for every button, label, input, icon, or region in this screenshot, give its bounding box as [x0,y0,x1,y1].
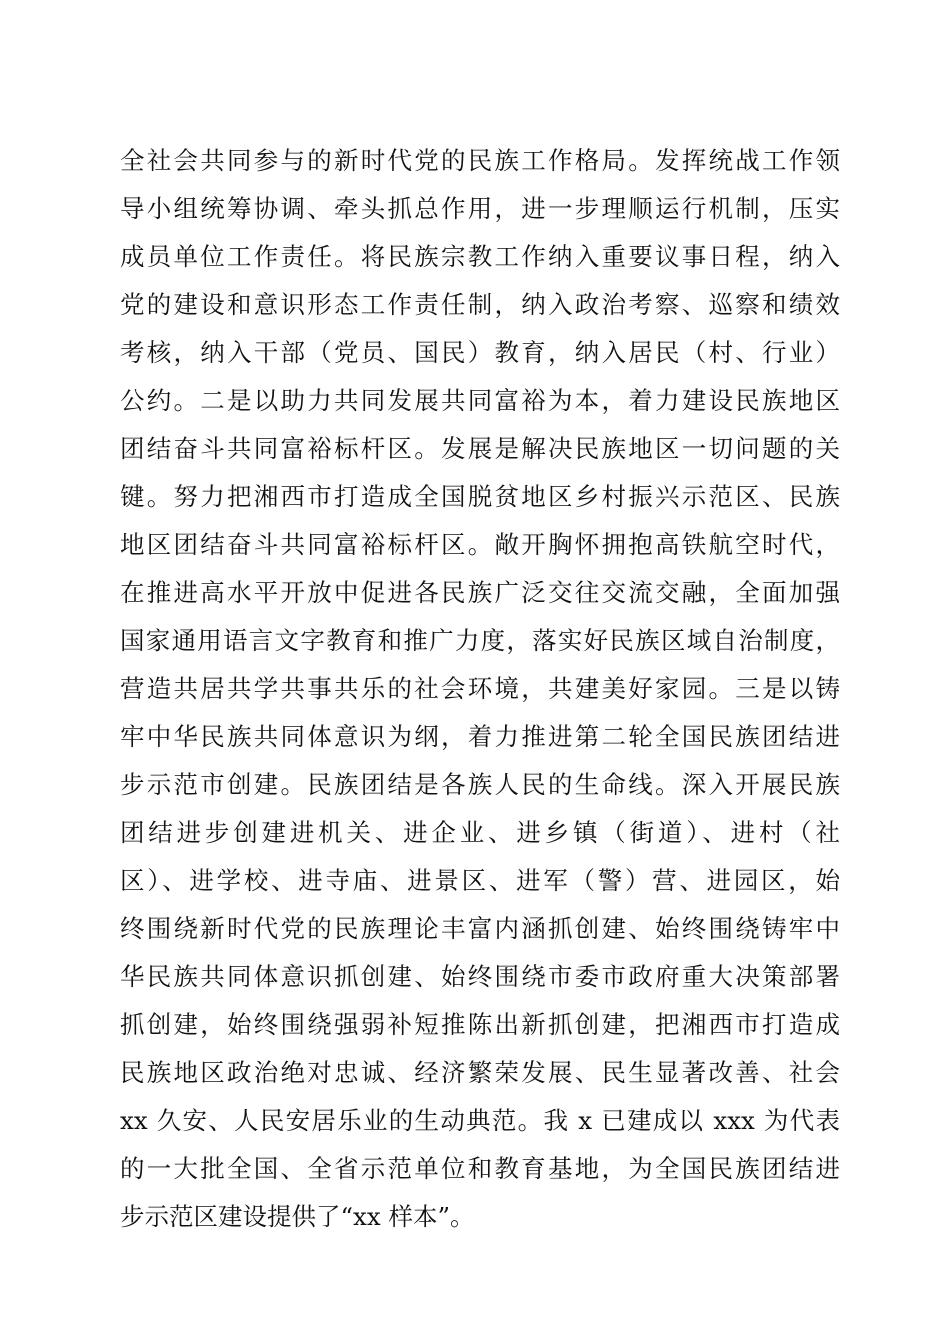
text-line: 华民族共同体意识抓创建、始终围绕市委市政府重大决策部署 [120,962,840,991]
text-line-last: 步示范区建设提供了“xx 样本”。 [120,1202,475,1231]
text-line: 成员单位工作责任。将民族宗教工作纳入重要议事日程，纳入 [120,242,840,271]
text-line: 终围绕新时代党的民族理论丰富内涵抓创建、始终围绕铸牢中 [120,914,840,943]
text-line: 键。努力把湘西市打造成全国脱贫地区乡村振兴示范区、民族 [120,482,840,511]
text-line: 地区团结奋斗共同富裕标杆区。敞开胸怀拥抱高铁航空时代， [120,530,840,559]
text-line: 步示范市创建。民族团结是各族人民的生命线。深入开展民族 [120,770,840,799]
text-line: 全社会共同参与的新时代党的民族工作格局。发挥统战工作领 [120,146,840,175]
body-paragraph [120,137,840,1241]
text-line: 抓创建，始终围绕强弱补短推陈出新抓创建，把湘西市打造成 [120,1010,840,1039]
text-line: 区）、进学校、进寺庙、进景区、进军（警）营、进园区，始 [120,866,840,895]
text-line: 公约。二是以助力共同发展共同富裕为本，着力建设民族地区 [120,386,840,415]
text-line: 团结奋斗共同富裕标杆区。发展是解决民族地区一切问题的关 [120,434,840,463]
text-line: 导小组统筹协调、牵头抓总作用，进一步理顺运行机制，压实 [120,194,840,223]
text-line: 团结进步创建进机关、进企业、进乡镇（街道）、进村（社 [120,818,840,847]
text-line: 的一大批全国、全省示范单位和教育基地，为全国民族团结进 [120,1154,840,1183]
text-line: 民族地区政治绝对忠诚、经济繁荣发展、民生显著改善、社会 [120,1058,840,1087]
text-line: 营造共居共学共事共乐的社会环境，共建美好家园。三是以铸 [120,674,840,703]
text-line: xx 久安、人民安居乐业的生动典范。我 x 已建成以 xxx 为代表 [120,1106,840,1135]
text-line: 党的建设和意识形态工作责任制，纳入政治考察、巡察和绩效 [120,290,840,319]
text-line: 在推进高水平开放中促进各民族广泛交往交流交融，全面加强 [120,578,840,607]
text-line: 牢中华民族共同体意识为纲，着力推进第二轮全国民族团结进 [120,722,840,751]
text-line: 国家通用语言文字教育和推广力度，落实好民族区域自治制度， [120,626,840,655]
text-line: 考核，纳入干部（党员、国民）教育，纳入居民（村、行业） [120,338,840,367]
